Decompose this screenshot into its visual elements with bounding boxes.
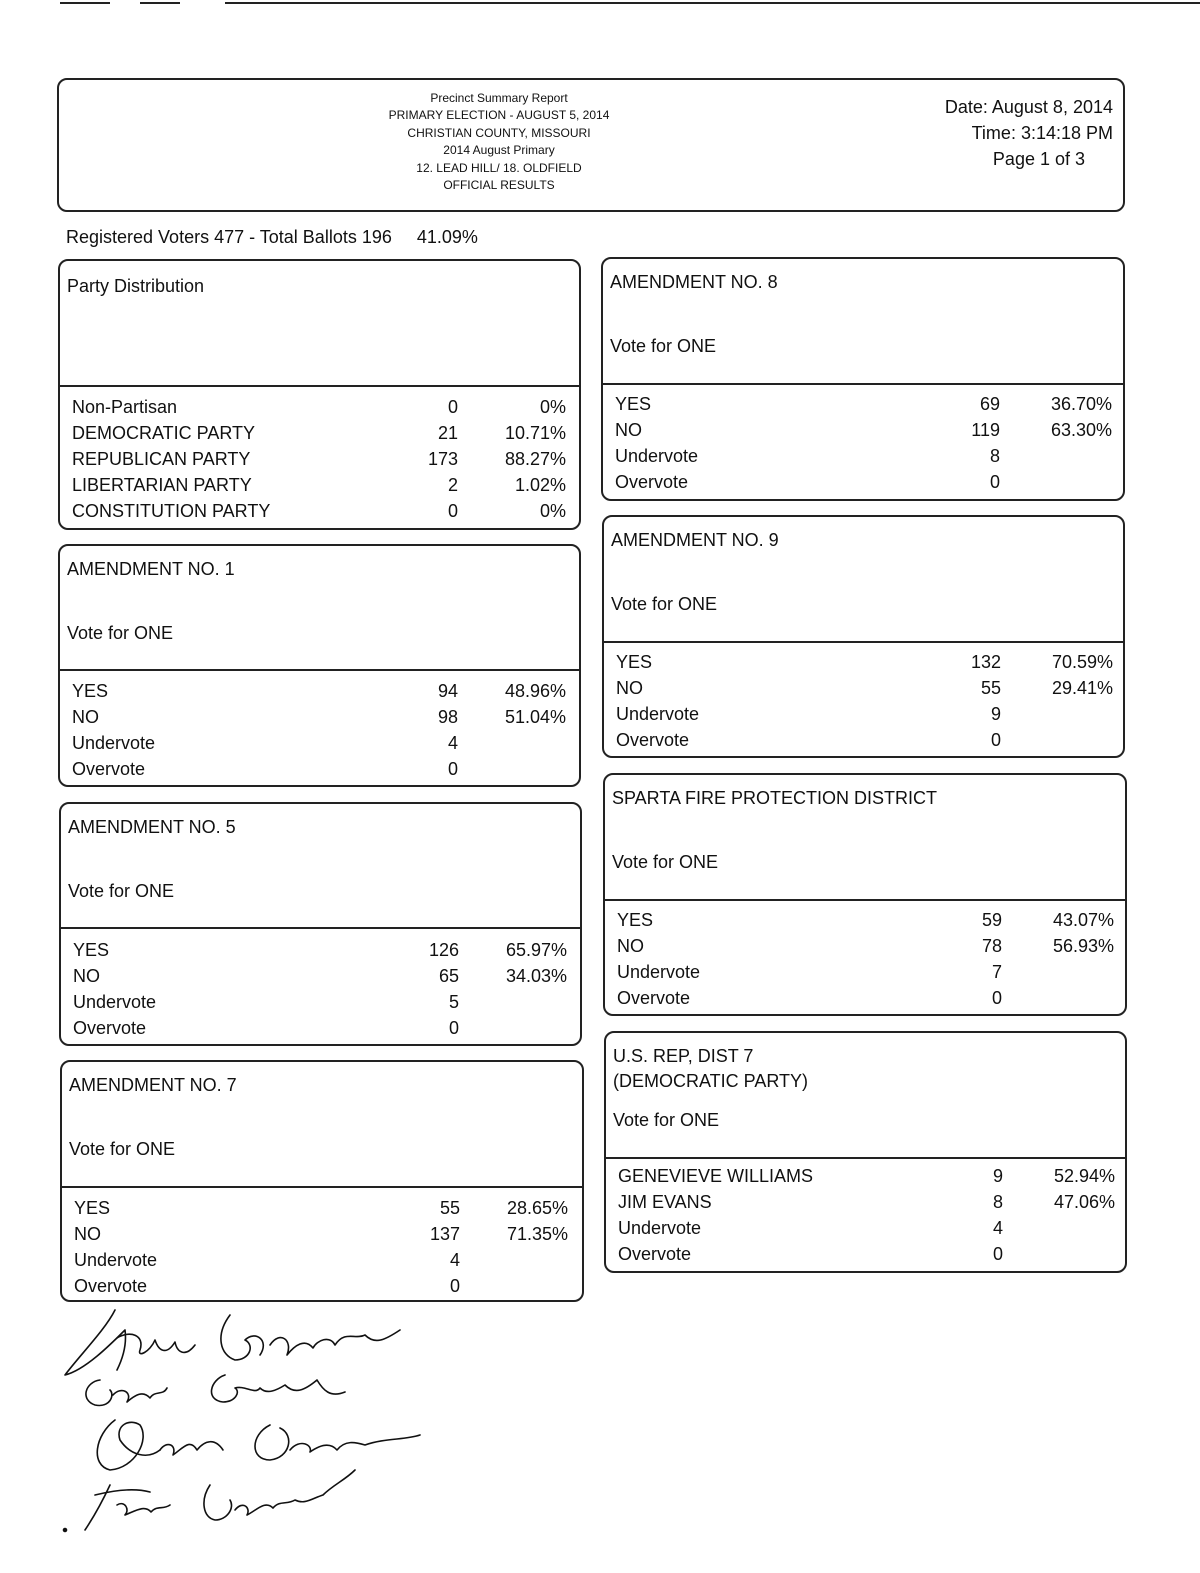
vote-percent <box>460 1247 568 1273</box>
report-date: Date: August 8, 2014 <box>944 97 1113 117</box>
divider <box>60 669 579 671</box>
vote-percent: 0% <box>539 500 566 521</box>
result-row <box>73 963 567 989</box>
result-row <box>616 675 1113 701</box>
vote-percent: 47.06% <box>1053 1191 1115 1212</box>
result-label: NO <box>615 419 642 440</box>
result-label: Overvote <box>72 758 146 779</box>
vote-percent <box>458 730 566 756</box>
vote-percent <box>459 989 567 1015</box>
result-row <box>72 446 566 472</box>
result-label: Undervote <box>74 1249 158 1270</box>
vote-count: 7 <box>991 961 1002 982</box>
vote-count: 65 <box>438 965 459 986</box>
result-label: YES <box>72 680 109 701</box>
vote-count: 119 <box>971 419 1000 440</box>
vote-percent <box>458 756 566 782</box>
result-row <box>72 498 566 524</box>
result-label: YES <box>73 939 110 960</box>
vote-count: 0 <box>991 987 1002 1008</box>
result-row <box>617 933 1114 959</box>
vote-percent: 10.71% <box>504 422 566 443</box>
party-distribution-box <box>58 259 581 530</box>
vote-instruction: Vote for ONE <box>611 594 718 614</box>
result-label: Overvote <box>615 471 689 492</box>
amendment-1-box <box>58 544 581 787</box>
vote-count: 0 <box>447 396 458 417</box>
contest-title: U.S. REP, DIST 7 <box>613 1046 754 1066</box>
vote-percent <box>1002 959 1114 985</box>
result-label: NO <box>73 965 100 986</box>
vote-count: 9 <box>990 703 1001 724</box>
result-label: Undervote <box>618 1217 702 1238</box>
election-name: PRIMARY ELECTION - AUGUST 5, 2014 <box>388 108 610 123</box>
result-row <box>617 959 1114 985</box>
result-row <box>74 1221 568 1247</box>
vote-percent: 29.41% <box>1051 677 1113 698</box>
amendment-5-box <box>59 802 582 1046</box>
result-label: NO <box>616 677 643 698</box>
result-label: GENEVIEVE WILLIAMS <box>618 1165 814 1186</box>
vote-count: 55 <box>439 1197 460 1218</box>
divider <box>604 641 1123 643</box>
vote-percent: 28.65% <box>506 1197 568 1218</box>
result-label: Undervote <box>616 703 700 724</box>
result-label: NO <box>74 1223 101 1244</box>
result-label: REPUBLICAN PARTY <box>72 448 251 469</box>
result-row <box>616 727 1113 753</box>
vote-count: 21 <box>437 422 458 443</box>
vote-instruction: Vote for ONE <box>613 1110 720 1130</box>
result-label: Undervote <box>615 445 699 466</box>
vote-percent: 56.93% <box>1052 935 1114 956</box>
result-label: Undervote <box>72 732 156 753</box>
result-row <box>72 394 566 420</box>
contest-title: AMENDMENT NO. 7 <box>69 1075 237 1095</box>
divider <box>605 899 1125 901</box>
report-time: Time: 3:14:18 PM <box>971 123 1113 143</box>
divider <box>62 1186 582 1188</box>
vote-count: 0 <box>447 758 458 779</box>
result-label: Undervote <box>617 961 701 982</box>
contest-title: AMENDMENT NO. 9 <box>611 530 779 550</box>
result-row <box>74 1273 568 1299</box>
vote-percent: 88.27% <box>504 448 566 469</box>
result-label: NO <box>72 706 99 727</box>
vote-count: 98 <box>437 706 458 727</box>
vote-percent: 1.02% <box>514 474 566 495</box>
result-row <box>615 469 1112 495</box>
result-row <box>73 1015 567 1041</box>
results-table <box>615 391 1112 495</box>
result-label: Overvote <box>617 987 691 1008</box>
vote-instruction: Vote for ONE <box>67 623 174 643</box>
vote-count: 4 <box>992 1217 1003 1238</box>
result-label: Overvote <box>74 1275 148 1296</box>
vote-count: 55 <box>980 677 1001 698</box>
result-row <box>72 678 566 704</box>
result-row <box>618 1163 1115 1189</box>
result-row <box>72 420 566 446</box>
result-label: Non-Partisan <box>72 396 178 417</box>
amendment-9-box <box>602 515 1125 758</box>
results-table <box>616 649 1113 753</box>
vote-count: 8 <box>989 445 1000 466</box>
result-label: CONSTITUTION PARTY <box>72 500 271 521</box>
result-label: Overvote <box>618 1243 692 1264</box>
vote-count: 0 <box>449 1275 460 1296</box>
vote-count: 0 <box>990 729 1001 750</box>
vote-count: 173 <box>427 448 458 469</box>
result-row <box>618 1215 1115 1241</box>
vote-instruction: Vote for ONE <box>610 336 717 356</box>
result-label: LIBERTARIAN PARTY <box>72 474 252 495</box>
result-label: Undervote <box>73 991 157 1012</box>
result-row <box>74 1247 568 1273</box>
vote-count: 4 <box>447 732 458 753</box>
vote-percent <box>1003 1215 1115 1241</box>
report-meta <box>945 94 1113 172</box>
report-title: Precinct Summary Report <box>430 91 568 105</box>
divider <box>603 383 1123 385</box>
vote-count: 59 <box>981 909 1002 930</box>
signature-2 <box>86 1375 345 1405</box>
result-label: NO <box>617 935 644 956</box>
precinct-name: 12. LEAD HILL/ 18. OLDFIELD <box>416 160 582 175</box>
contest-title: AMENDMENT NO. 5 <box>68 817 236 837</box>
result-label: DEMOCRATIC PARTY <box>72 422 256 443</box>
result-row <box>72 756 566 782</box>
result-row <box>618 1241 1115 1267</box>
vote-percent <box>1001 701 1113 727</box>
amendment-8-box <box>601 257 1125 501</box>
signatures <box>55 1300 475 1545</box>
result-row <box>615 391 1112 417</box>
vote-count: 0 <box>448 1017 459 1038</box>
vote-count: 69 <box>979 393 1000 414</box>
vote-count: 5 <box>448 991 459 1012</box>
results-table <box>74 1195 568 1299</box>
vote-percent: 71.35% <box>506 1223 568 1244</box>
vote-percent <box>1001 727 1113 753</box>
vote-count: 9 <box>992 1165 1003 1186</box>
vote-percent: 48.96% <box>504 680 566 701</box>
vote-instruction: Vote for ONE <box>612 852 719 872</box>
contest-title: AMENDMENT NO. 8 <box>610 272 778 292</box>
turnout-percent: 41.09% <box>416 227 478 247</box>
result-row <box>615 417 1112 443</box>
vote-percent: 36.70% <box>1050 393 1112 414</box>
vote-percent: 63.30% <box>1050 419 1112 440</box>
result-row <box>617 907 1114 933</box>
election-label: 2014 August Primary <box>443 143 555 158</box>
signature-1 <box>65 1310 400 1375</box>
results-table <box>72 678 566 782</box>
vote-percent: 51.04% <box>504 706 566 727</box>
vote-percent <box>460 1273 568 1299</box>
vote-count: 94 <box>437 680 458 701</box>
contest-title: Party Distribution <box>67 276 205 296</box>
divider <box>606 1157 1125 1159</box>
ballot-summary <box>66 227 478 248</box>
us-rep-dist-7-box <box>604 1031 1127 1273</box>
vote-percent <box>1002 985 1114 1011</box>
result-label: JIM EVANS <box>618 1191 712 1212</box>
result-row <box>615 443 1112 469</box>
report-header <box>57 78 1125 212</box>
divider <box>60 385 579 387</box>
vote-count: 4 <box>449 1249 460 1270</box>
result-label: YES <box>74 1197 111 1218</box>
vote-percent <box>459 1015 567 1041</box>
vote-percent: 52.94% <box>1053 1165 1115 1186</box>
result-row <box>74 1195 568 1221</box>
vote-count: 0 <box>992 1243 1003 1264</box>
scan-artifact-line <box>140 2 180 4</box>
contest-title: SPARTA FIRE PROTECTION DISTRICT <box>612 788 938 808</box>
result-row <box>72 472 566 498</box>
vote-count: 126 <box>428 939 459 960</box>
result-label: YES <box>617 909 654 930</box>
sparta-fire-box <box>603 773 1127 1016</box>
result-row <box>72 730 566 756</box>
result-label: YES <box>616 651 653 672</box>
results-table <box>73 937 567 1041</box>
county-name: CHRISTIAN COUNTY, MISSOURI <box>407 125 591 140</box>
vote-count: 8 <box>992 1191 1003 1212</box>
vote-percent <box>1003 1241 1115 1267</box>
result-row <box>73 989 567 1015</box>
vote-count: 137 <box>429 1223 460 1244</box>
result-label: Overvote <box>73 1017 147 1038</box>
results-table <box>617 907 1114 1011</box>
vote-count: 0 <box>989 471 1000 492</box>
scan-artifact-line <box>60 2 110 4</box>
vote-percent: 43.07% <box>1052 909 1114 930</box>
vote-count: 0 <box>447 500 458 521</box>
registered-voters-text: Registered Voters 477 - Total Ballots 196 <box>66 227 392 247</box>
result-row <box>617 985 1114 1011</box>
vote-percent <box>1000 443 1112 469</box>
vote-percent: 70.59% <box>1051 651 1113 672</box>
report-title-block <box>359 90 639 194</box>
result-row <box>73 937 567 963</box>
contest-subtitle: (DEMOCRATIC PARTY) <box>613 1071 809 1091</box>
signature-3 <box>97 1420 420 1470</box>
results-table <box>618 1163 1115 1267</box>
scan-artifact-line <box>225 2 1200 4</box>
vote-count: 2 <box>447 474 458 495</box>
result-label: Overvote <box>616 729 690 750</box>
vote-instruction: Vote for ONE <box>69 1139 176 1159</box>
result-row <box>616 649 1113 675</box>
results-table <box>72 394 566 524</box>
result-row <box>616 701 1113 727</box>
page-number: Page 1 of 3 <box>992 149 1085 169</box>
result-row <box>618 1189 1115 1215</box>
result-row <box>72 704 566 730</box>
divider <box>61 927 580 929</box>
vote-instruction: Vote for ONE <box>68 881 175 901</box>
vote-percent <box>1000 469 1112 495</box>
amendment-7-box <box>60 1060 584 1302</box>
signature-4 <box>64 1470 356 1532</box>
results-status: OFFICIAL RESULTS <box>443 178 555 193</box>
vote-percent: 0% <box>539 396 566 417</box>
vote-count: 132 <box>970 651 1001 672</box>
vote-percent: 65.97% <box>505 939 567 960</box>
result-label: YES <box>615 393 652 414</box>
vote-percent: 34.03% <box>505 965 567 986</box>
vote-count: 78 <box>981 935 1002 956</box>
contest-title: AMENDMENT NO. 1 <box>67 559 235 579</box>
